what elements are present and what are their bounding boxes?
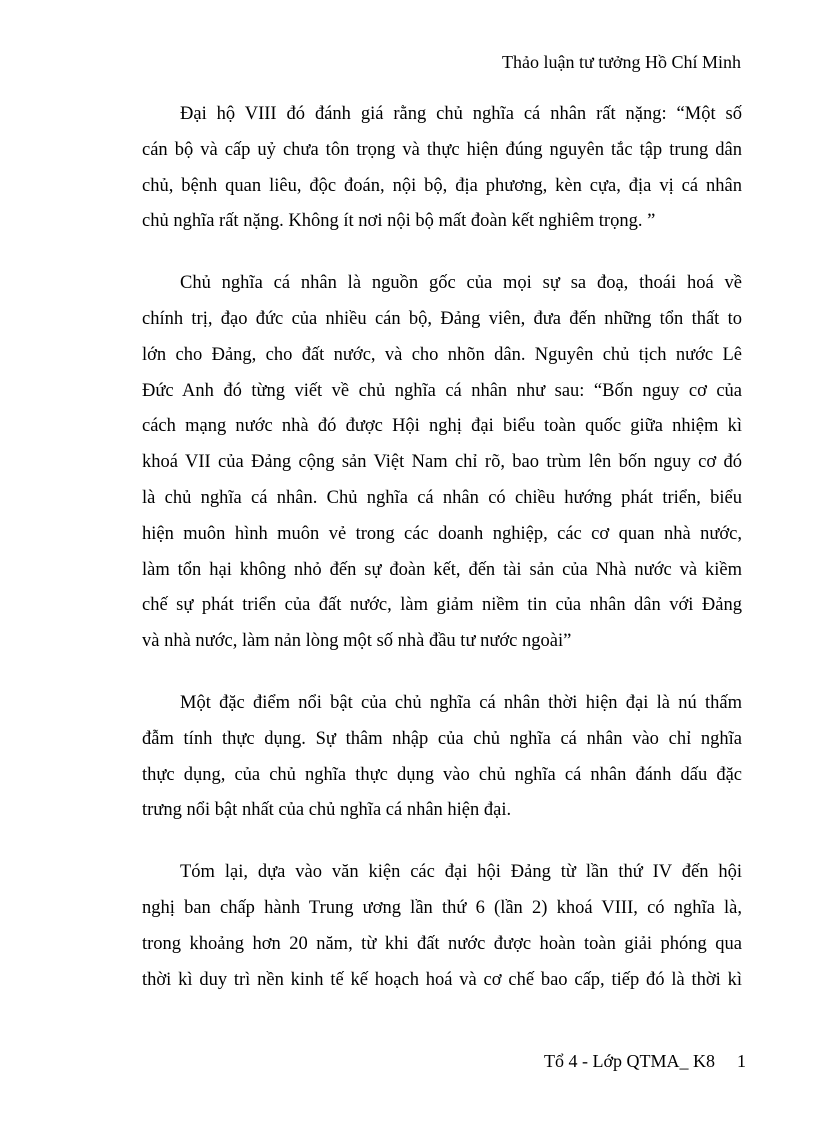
paragraph-1 bbox=[142, 97, 742, 240]
text-line: chính trị, đạo đức của nhiều cán bộ, Đảng viên, đưa đến những tổn thất to bbox=[142, 308, 742, 329]
text-line: cách mạng nước nhà đó được Hội nghị đại biểu toàn quốc giữa nhiệm kì bbox=[142, 416, 742, 437]
text-line: Chủ nghĩa cá nhân là nguồn gốc của mọi sự sa đoạ, thoái hoá về bbox=[180, 273, 742, 294]
text-line: là chủ nghĩa cá nhân. Chủ nghĩa cá nhân có chiều hướng phát triển, biểu bbox=[142, 487, 742, 508]
paragraph-4 bbox=[142, 855, 742, 998]
text-line: khoá VII của Đảng cộng sản Việt Nam chỉ rõ, bao trùm lên bốn nguy cơ đó bbox=[142, 452, 742, 473]
text-line: hiện muôn hình muôn vẻ trong các doanh nghiệp, các cơ quan nhà nước, bbox=[142, 523, 742, 544]
text-line: chủ, bệnh quan liêu, độc đoán, nội bộ, địa phương, kèn cựa, địa vị cá nhân bbox=[142, 175, 742, 196]
paragraph-2 bbox=[142, 266, 742, 660]
text-line: thời kì duy trì nền kinh tế kế hoạch hoá và cơ chế bao cấp, tiếp đó là thời kì bbox=[142, 969, 742, 990]
text-line: thực dụng, của chủ nghĩa thực dụng vào chủ nghĩa cá nhân đánh dấu đặc bbox=[142, 764, 742, 785]
text-line: Tóm lại, dựa vào văn kiện các đại hội Đảng từ lần thứ IV đến hội bbox=[180, 862, 742, 883]
footer-label: Tổ 4 - Lớp QTMA_ K8 bbox=[544, 1051, 715, 1071]
text-line: đẫm tính thực dụng. Sự thâm nhập của chủ nghĩa cá nhân vào chỉ nghĩa bbox=[142, 728, 742, 749]
paragraph-3 bbox=[142, 686, 742, 829]
text-line: chủ nghĩa rất nặng. Không ít nơi nội bộ mất đoàn kết nghiêm trọng. ” bbox=[142, 211, 656, 232]
text-line: Một đặc điểm nổi bật của chủ nghĩa cá nhân thời hiện đại là nú thấm bbox=[180, 692, 742, 713]
text-line: Đại hộ VIII đó đánh giá rằng chủ nghĩa cá nhân rất nặng: “Một số bbox=[180, 104, 742, 124]
text-line: nghị ban chấp hành Trung ương lần thứ 6 (lần 2) khoá VIII, có nghĩa là, bbox=[142, 897, 742, 918]
text-line: trưng nổi bật nhất của chủ nghĩa cá nhân hiện đại. bbox=[142, 800, 512, 821]
text-line: trong khoảng hơn 20 năm, từ khi đất nước được hoàn toàn giải phóng qua bbox=[142, 933, 742, 954]
text-line: lớn cho Đảng, cho đất nước, và cho nhõn dân. Nguyên chủ tịch nước Lê bbox=[142, 344, 742, 365]
page-footer bbox=[544, 1049, 746, 1073]
text-line: làm tổn hại không nhỏ đến sự đoàn kết, đến tài sản của Nhà nước và kiềm bbox=[142, 559, 742, 580]
text-line: cán bộ và cấp uỷ chưa tôn trọng và thực hiện đúng nguyên tắc tập trung dân bbox=[142, 139, 742, 160]
body-text bbox=[142, 97, 742, 998]
text-line: chế sự phát triển của đất nước, làm giảm niềm tin của nhân dân với Đảng bbox=[142, 595, 742, 616]
text-line: Đức Anh đó từng viết về chủ nghĩa cá nhân như sau: “Bốn nguy cơ của bbox=[142, 380, 742, 401]
text-line: và nhà nước, làm nản lòng một số nhà đầu tư nước ngoài” bbox=[142, 631, 572, 652]
page-number: 1 bbox=[737, 1051, 746, 1071]
page-header: Thảo luận tư tưởng Hồ Chí Minh bbox=[501, 52, 741, 72]
